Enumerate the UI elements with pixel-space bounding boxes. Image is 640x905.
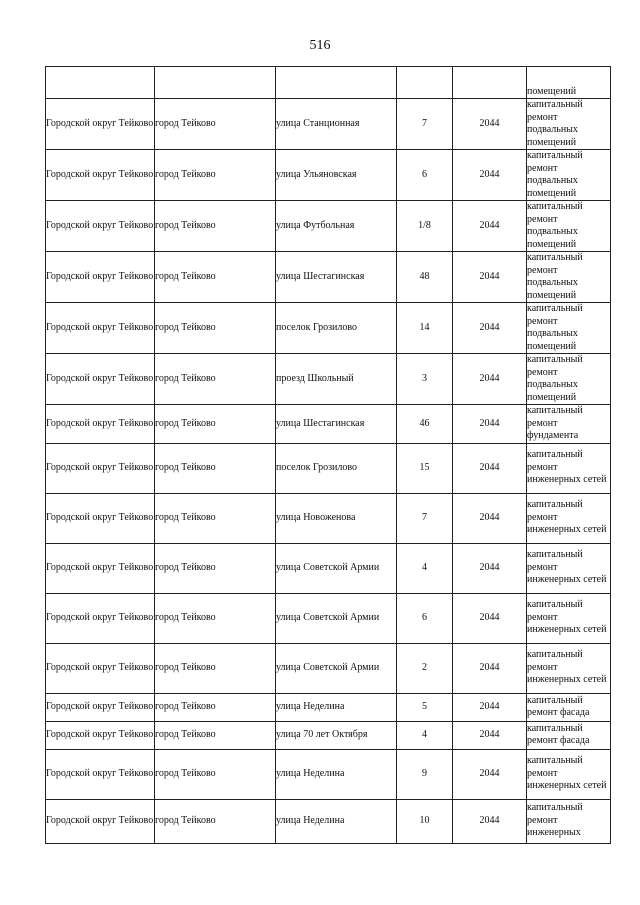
work-type-cell: капитальный ремонт подвальных помещений bbox=[527, 303, 611, 354]
house-number-cell: 48 bbox=[397, 252, 453, 303]
okrug-cell: Городской округ Тейково bbox=[46, 721, 155, 749]
work-type-cell: капитальный ремонт инженерных сетей bbox=[527, 443, 611, 493]
table-row bbox=[46, 99, 611, 150]
work-type-cell: капитальный ремонт фундамента bbox=[527, 405, 611, 444]
year-cell: 2044 bbox=[453, 749, 527, 799]
city-cell: город Тейково bbox=[155, 303, 276, 354]
street-cell: поселок Грозилово bbox=[276, 443, 397, 493]
city-cell: город Тейково bbox=[155, 405, 276, 444]
city-cell: город Тейково bbox=[155, 799, 276, 843]
okrug-cell: Городской округ Тейково bbox=[46, 252, 155, 303]
house-number-cell: 4 bbox=[397, 543, 453, 593]
table-row bbox=[46, 799, 611, 843]
year-cell: 2044 bbox=[453, 799, 527, 843]
work-type-cell: капитальный ремонт инженерных сетей bbox=[527, 493, 611, 543]
street-cell: улица Неделина bbox=[276, 799, 397, 843]
okrug-cell: Городской округ Тейково bbox=[46, 493, 155, 543]
year-cell: 2044 bbox=[453, 303, 527, 354]
city-cell: город Тейково bbox=[155, 354, 276, 405]
year-cell: 2044 bbox=[453, 252, 527, 303]
table-row bbox=[46, 252, 611, 303]
year-cell: 2044 bbox=[453, 593, 527, 643]
table-row bbox=[46, 354, 611, 405]
table-row bbox=[46, 67, 611, 99]
city-cell: город Тейково bbox=[155, 99, 276, 150]
street-cell: поселок Грозилово bbox=[276, 303, 397, 354]
street-cell: улица Советской Армии bbox=[276, 543, 397, 593]
street-cell: улица Советской Армии bbox=[276, 593, 397, 643]
okrug-cell: Городской округ Тейково bbox=[46, 354, 155, 405]
work-type-cell: капитальный ремонт подвальных помещений bbox=[527, 354, 611, 405]
street-cell: улица Шестагинская bbox=[276, 405, 397, 444]
street-cell: улица Станционная bbox=[276, 99, 397, 150]
work-type-cell: капитальный ремонт инженерных bbox=[527, 799, 611, 843]
work-type-cell: капитальный ремонт фасада bbox=[527, 693, 611, 721]
table-row bbox=[46, 693, 611, 721]
work-type-cell: помещений bbox=[527, 67, 611, 99]
okrug-cell: Городской округ Тейково bbox=[46, 693, 155, 721]
table-row bbox=[46, 643, 611, 693]
city-cell: город Тейково bbox=[155, 543, 276, 593]
work-type-cell: капитальный ремонт подвальных помещений bbox=[527, 99, 611, 150]
year-cell: 2044 bbox=[453, 643, 527, 693]
okrug-cell: Городской округ Тейково bbox=[46, 303, 155, 354]
page-number: 516 bbox=[309, 38, 331, 53]
okrug-cell: Городской округ Тейково bbox=[46, 543, 155, 593]
okrug-cell: Городской округ Тейково bbox=[46, 99, 155, 150]
street-cell bbox=[276, 67, 397, 99]
repair-schedule-table bbox=[45, 66, 611, 844]
work-type-cell: капитальный ремонт подвальных помещений bbox=[527, 252, 611, 303]
house-number-cell: 2 bbox=[397, 643, 453, 693]
year-cell: 2044 bbox=[453, 405, 527, 444]
house-number-cell: 5 bbox=[397, 693, 453, 721]
work-type-cell: капитальный ремонт инженерных сетей bbox=[527, 643, 611, 693]
street-cell: улица Футбольная bbox=[276, 201, 397, 252]
year-cell bbox=[453, 67, 527, 99]
okrug-cell bbox=[46, 67, 155, 99]
street-cell: улица 70 лет Октября bbox=[276, 721, 397, 749]
year-cell: 2044 bbox=[453, 493, 527, 543]
year-cell: 2044 bbox=[453, 354, 527, 405]
year-cell: 2044 bbox=[453, 443, 527, 493]
street-cell: проезд Школьный bbox=[276, 354, 397, 405]
street-cell: улица Неделина bbox=[276, 693, 397, 721]
okrug-cell: Городской округ Тейково bbox=[46, 150, 155, 201]
work-type-cell: капитальный ремонт фасада bbox=[527, 721, 611, 749]
house-number-cell: 46 bbox=[397, 405, 453, 444]
city-cell: город Тейково bbox=[155, 593, 276, 643]
okrug-cell: Городской округ Тейково bbox=[46, 405, 155, 444]
city-cell: город Тейково bbox=[155, 201, 276, 252]
okrug-cell: Городской округ Тейково bbox=[46, 201, 155, 252]
year-cell: 2044 bbox=[453, 693, 527, 721]
year-cell: 2044 bbox=[453, 721, 527, 749]
street-cell: улица Советской Армии bbox=[276, 643, 397, 693]
table-row bbox=[46, 593, 611, 643]
year-cell: 2044 bbox=[453, 150, 527, 201]
street-cell: улица Новоженова bbox=[276, 493, 397, 543]
okrug-cell: Городской округ Тейково bbox=[46, 643, 155, 693]
table-row bbox=[46, 493, 611, 543]
city-cell: город Тейково bbox=[155, 493, 276, 543]
house-number-cell: 14 bbox=[397, 303, 453, 354]
house-number-cell: 3 bbox=[397, 354, 453, 405]
work-type-cell: капитальный ремонт инженерных сетей bbox=[527, 749, 611, 799]
house-number-cell: 6 bbox=[397, 593, 453, 643]
city-cell: город Тейково bbox=[155, 693, 276, 721]
street-cell: улица Ульяновская bbox=[276, 150, 397, 201]
okrug-cell: Городской округ Тейково bbox=[46, 443, 155, 493]
street-cell: улица Шестагинская bbox=[276, 252, 397, 303]
house-number-cell: 4 bbox=[397, 721, 453, 749]
city-cell: город Тейково bbox=[155, 643, 276, 693]
year-cell: 2044 bbox=[453, 201, 527, 252]
table-row bbox=[46, 443, 611, 493]
year-cell: 2044 bbox=[453, 543, 527, 593]
table-row bbox=[46, 749, 611, 799]
table-row bbox=[46, 303, 611, 354]
house-number-cell: 10 bbox=[397, 799, 453, 843]
table-row bbox=[46, 543, 611, 593]
table-row bbox=[46, 150, 611, 201]
work-type-cell: капитальный ремонт подвальных помещений bbox=[527, 201, 611, 252]
table-row bbox=[46, 201, 611, 252]
city-cell: город Тейково bbox=[155, 150, 276, 201]
okrug-cell: Городской округ Тейково bbox=[46, 799, 155, 843]
street-cell: улица Неделина bbox=[276, 749, 397, 799]
work-type-cell: капитальный ремонт инженерных сетей bbox=[527, 543, 611, 593]
city-cell: город Тейково bbox=[155, 721, 276, 749]
okrug-cell: Городской округ Тейково bbox=[46, 749, 155, 799]
house-number-cell: 7 bbox=[397, 493, 453, 543]
city-cell: город Тейково bbox=[155, 443, 276, 493]
work-type-cell: капитальный ремонт инженерных сетей bbox=[527, 593, 611, 643]
house-number-cell bbox=[397, 67, 453, 99]
house-number-cell: 1/8 bbox=[397, 201, 453, 252]
city-cell bbox=[155, 67, 276, 99]
year-cell: 2044 bbox=[453, 99, 527, 150]
house-number-cell: 9 bbox=[397, 749, 453, 799]
house-number-cell: 15 bbox=[397, 443, 453, 493]
house-number-cell: 6 bbox=[397, 150, 453, 201]
city-cell: город Тейково bbox=[155, 749, 276, 799]
okrug-cell: Городской округ Тейково bbox=[46, 593, 155, 643]
work-type-cell: капитальный ремонт подвальных помещений bbox=[527, 150, 611, 201]
table-row bbox=[46, 405, 611, 444]
city-cell: город Тейково bbox=[155, 252, 276, 303]
table-row bbox=[46, 721, 611, 749]
house-number-cell: 7 bbox=[397, 99, 453, 150]
